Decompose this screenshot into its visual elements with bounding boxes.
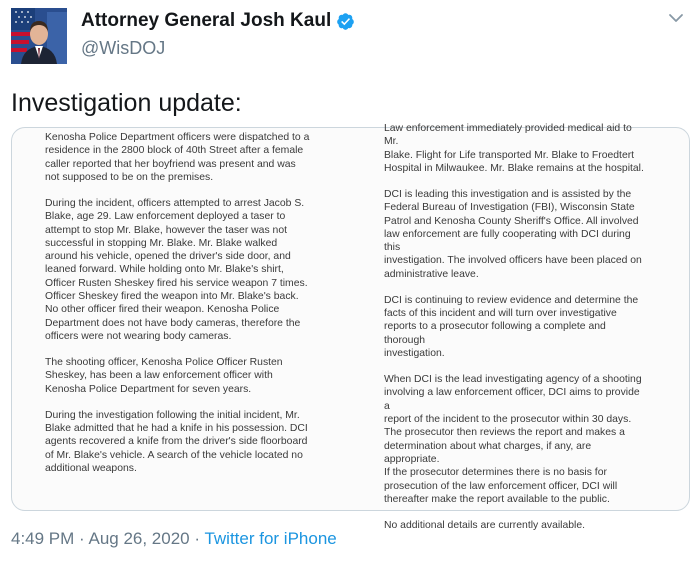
document-paragraph: During the investigation following the initial incident, Mr. Blake admitted that he had a knife in his possession. DCI agents recovered a knife from the driver's side floorboard of Mr. Blake's vehicle. A search of the vehicle located no additional weapons. [45, 409, 308, 474]
document-paragraph: Kenosha Police Department officers were dispatched to a residence in the 2800 block of 40th Street after a female caller reported that her boyfriend was present and was not supposed to be on the premises. [45, 132, 310, 183]
document-paragraph: Law enforcement immediately provided medical aid to Mr. Blake. Flight for Life transported Mr. Blake to Froedtert Hospital in Milwaukee. Mr. Blake remains at the hospital. [384, 123, 644, 174]
tweet-metadata [11, 528, 337, 550]
document-left-column [45, 128, 335, 488]
profile-photo [11, 8, 67, 64]
tweet-time[interactable]: 4:49 PM [11, 529, 75, 548]
tweet-author [81, 10, 355, 58]
document-right-column [384, 123, 646, 545]
meta-separator: · [189, 529, 205, 548]
document-paragraph: When DCI is the lead investigating agency of a shooting involving a law enforcement officer, DCI aims to provide a report of the incident to the prosecutor within 30 days. The prosecutor then reviews the report and makes a determination about what charges, if any, are appropriate. If the prosecutor determines there is no basis for prosecution of the law enforcement officer, DCI will thereafter make the report available to the public. [384, 374, 642, 505]
tweet-text: Investigation update: [11, 89, 242, 117]
tweet-media-document[interactable] [11, 123, 690, 531]
meta-separator: · [74, 529, 89, 548]
author-display-name[interactable]: Attorney General Josh Kaul [81, 10, 332, 31]
tweet-source-link[interactable]: Twitter for iPhone [204, 529, 337, 548]
author-name-row [81, 10, 355, 32]
verified-badge-icon [336, 12, 355, 31]
document-paragraph: DCI is continuing to review evidence and determine the facts of this incident and will turn over investigative reports to a prosecutor following a complete and thorough investigation. [384, 294, 639, 360]
document-paragraph: The shooting officer, Kenosha Police Officer Rusten Sheskey, has been a law enforcement officer with Kenosha Police Department for seven years. [45, 357, 283, 395]
document-paragraph: No additional details are currently available. [384, 519, 585, 531]
document-paragraph: DCI is leading this investigation and is assisted by the Federal Bureau of Investigation (FBI), Wisconsin State Patrol and Kenosha County Sheriff's Office. All involved law enforcement are fully cooperating with DCI during this investigation. The involved officers have been placed on administrative leave. [384, 188, 642, 280]
tweet-date[interactable]: Aug 26, 2020 [88, 529, 190, 548]
author-handle[interactable]: @WisDOJ [81, 38, 166, 58]
avatar[interactable] [11, 8, 67, 64]
chevron-down-icon[interactable] [666, 8, 686, 28]
document-paragraph: During the incident, officers attempted to arrest Jacob S. Blake, age 29. Law enforcement deployed a taser to attempt to stop Mr. Blake, however the taser was not successful in stopping Mr. Blake. Mr. Blake walked around his vehicle, opened the driver's side door, and leaned forward. While holding onto Mr. Blake's shirt, Officer Rusten Sheskey fired his service weapon 7 times. Officer Sheskey fired the weapon into Mr. Blake's back. No other officer fired their weapon. Kenosha Police Department does not have body cameras, therefore the officers were not wearing body cameras. [45, 197, 308, 342]
